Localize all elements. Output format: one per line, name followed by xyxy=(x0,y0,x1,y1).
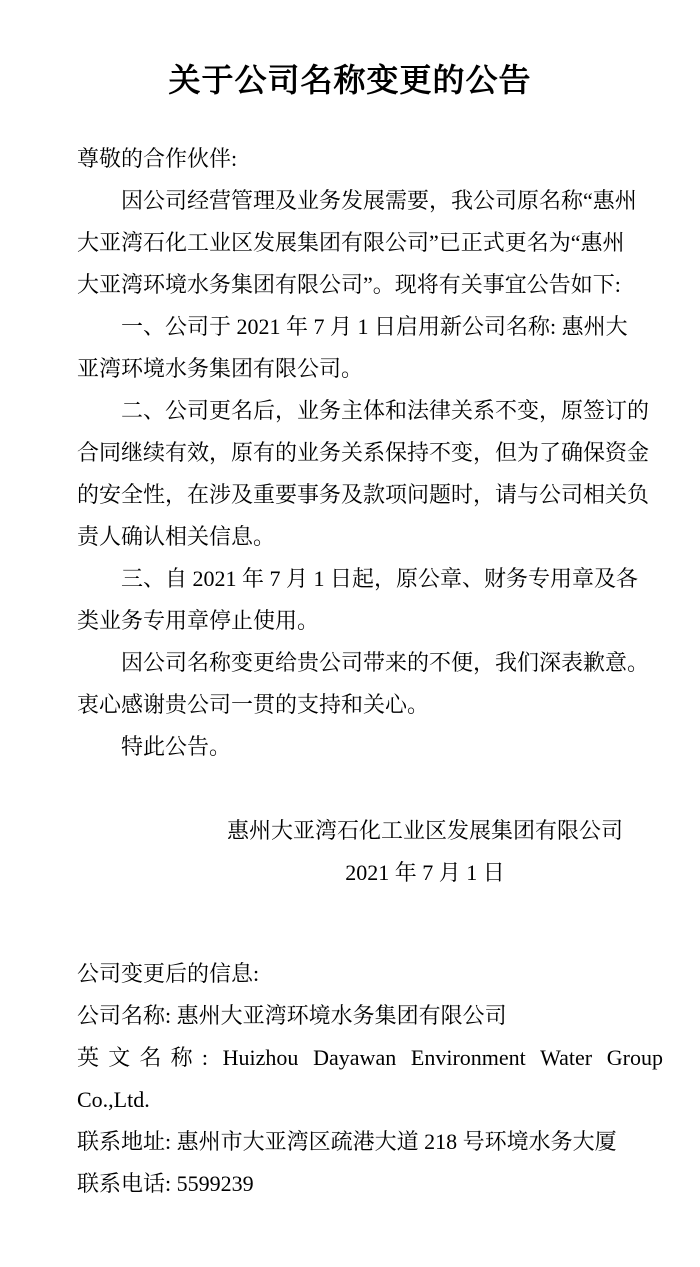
info-heading: 公司变更后的信息: xyxy=(77,961,260,986)
signature-date: 2021 年 7 月 1 日 xyxy=(345,860,505,885)
info-address: 联系地址: 惠州市大亚湾区疏港大道 218 号环境水务大厦 xyxy=(77,1129,617,1154)
body-line: 责人确认相关信息。 xyxy=(77,524,276,549)
body-line-item-1: 一、公司于 2021 年 7 月 1 日启用新公司名称: 惠州大 xyxy=(121,314,628,339)
body-line: 衷心感谢贵公司一贯的支持和关心。 xyxy=(77,692,430,717)
body-line: 亚湾环境水务集团有限公司。 xyxy=(77,356,364,381)
salutation-line: 尊敬的合作伙伴: xyxy=(77,146,238,171)
body-line-item-3: 三、自 2021 年 7 月 1 日起，原公章、财务专用章及各 xyxy=(121,566,639,591)
body-line: 因公司经营管理及业务发展需要，我公司原名称“惠州 xyxy=(121,188,637,213)
signature-block xyxy=(227,810,623,894)
updated-info-section xyxy=(77,953,663,1205)
info-english-name-continued: Co.,Ltd. xyxy=(77,1087,150,1112)
body-line-item-2: 二、公司更名后，业务主体和法律关系不变，原签订的 xyxy=(121,398,650,423)
document-body xyxy=(77,138,663,894)
document-title: 关于公司名称变更的公告 xyxy=(168,62,532,98)
signature-company-name: 惠州大亚湾石化工业区发展集团有限公司 xyxy=(226,818,623,843)
body-line: 大亚湾环境水务集团有限公司”。现将有关事宜公告如下: xyxy=(77,272,621,297)
closing-line: 特此公告。 xyxy=(121,734,232,759)
info-english-name: 英文名称: Huizhou Dayawan Environment Water Group xyxy=(77,1045,663,1070)
body-line: 的安全性，在涉及重要事务及款项问题时，请与公司相关负 xyxy=(77,482,650,507)
body-line: 类业务专用章停止使用。 xyxy=(77,608,320,633)
info-company-name: 公司名称: 惠州大亚湾环境水务集团有限公司 xyxy=(77,1003,507,1028)
body-line: 大亚湾石化工业区发展集团有限公司”已正式更名为“惠州 xyxy=(77,230,625,255)
blank-line xyxy=(77,768,663,810)
body-line: 因公司名称变更给贵公司带来的不便，我们深表歉意。 xyxy=(121,650,650,675)
body-line: 合同继续有效，原有的业务关系保持不变，但为了确保资金 xyxy=(77,440,650,465)
info-phone: 联系电话: 5599239 xyxy=(77,1171,254,1196)
